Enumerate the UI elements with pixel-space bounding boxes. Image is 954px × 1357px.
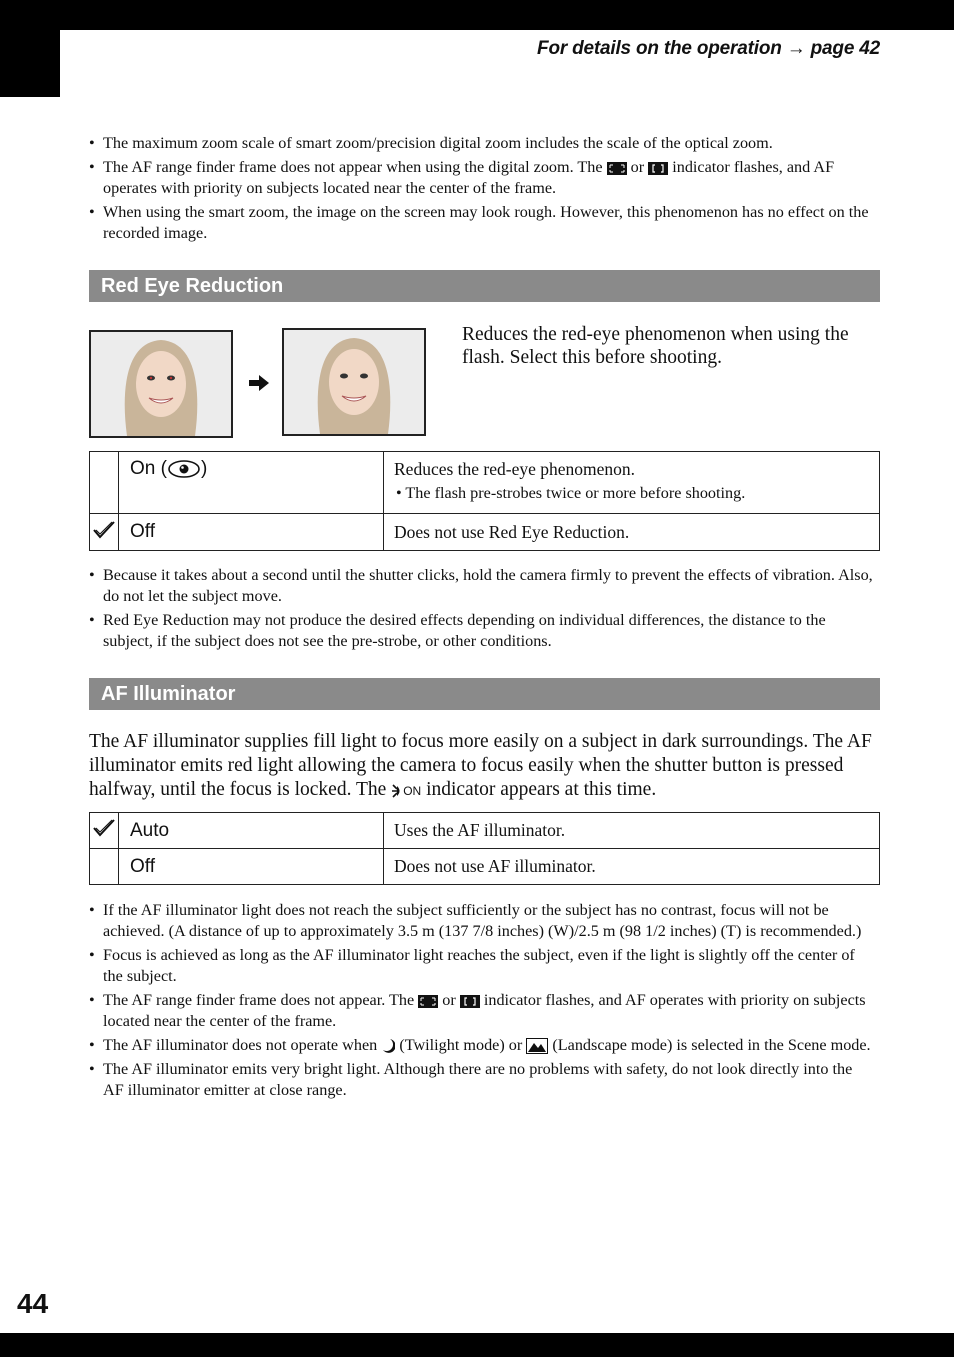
photo-red-eye-after [282, 328, 426, 436]
reference-prefix: For details on the operation [537, 38, 782, 59]
note-item: • The maximum zoom scale of smart zoom/precision digital zoom includes the scale of the optical zoom. [89, 133, 875, 154]
table-row [90, 452, 880, 514]
default-marker-cell [90, 452, 119, 514]
landscape-mode-icon [526, 1038, 548, 1054]
operation-reference [537, 38, 880, 60]
option-name: Auto [119, 813, 384, 849]
af-center-frame-icon [648, 162, 668, 175]
table-row [90, 849, 880, 885]
bottom-bar [0, 1333, 954, 1357]
option-description: Does not use Red Eye Reduction. [384, 514, 880, 551]
af-notes [89, 900, 875, 1104]
red-eye-icon [167, 460, 201, 478]
note-item: • Focus is achieved as long as the AF illuminator light reaches the subject, even if the light is slightly off the center of the subject. [89, 945, 875, 987]
af-intro-paragraph: The AF illuminator supplies fill light to focus more easily on a subject in dark surroundings. The AF illuminator emits red light allowing the camera to focus easily when the shutter button is pressed halfway, until the focus is locked. The ON indicator appears at this time. [89, 731, 872, 800]
option-description: Uses the AF illuminator. [384, 813, 880, 849]
reference-arrow: → [786, 38, 806, 59]
default-marker-cell [90, 514, 119, 551]
table-row [90, 514, 880, 551]
note-item: • Red Eye Reduction may not produce the desired effects depending on individual differences, the distance to the subject, if the subject does not see the pre-strobe, or other conditions. [89, 610, 875, 652]
af-multi-frame-icon [607, 162, 627, 175]
default-check-icon [93, 819, 115, 837]
photo-red-eye-before [89, 330, 233, 438]
af-multi-frame-icon [418, 995, 438, 1008]
option-description: Reduces the red-eye phenomenon. • The flash pre-strobes twice or more before shooting. [384, 452, 880, 514]
note-item: • The AF illuminator emits very bright light. Although there are no problems with safety, do not look directly into the AF illuminator emitter at close range. [89, 1059, 875, 1101]
note-item: • When using the smart zoom, the image on the screen may look rough. However, this phenomenon has no effect on the recorded image. [89, 202, 875, 244]
af-center-frame-icon [460, 995, 480, 1008]
option-subnote: • The flash pre-strobes twice or more before shooting. [396, 484, 746, 502]
note-item: • If the AF illuminator light does not reach the subject sufficiently or the subject has no contrast, focus will not be achieved. (A distance of up to approximately 3.5 m (137 7/8 inches) (W)/2.5 m (98 1/2 inches) (T) is recommended.) [89, 900, 875, 942]
corner-block [0, 0, 60, 97]
default-marker-cell [90, 813, 119, 849]
red-eye-description: Reduces the red-eye phenomenon when using the flash. Select this before shooting. [462, 324, 849, 368]
page-number: 44 [17, 1288, 49, 1319]
option-name: Off [119, 514, 384, 551]
note-item: • The AF range finder frame does not appear when using the digital zoom. The or indicator flashes, and AF operates with priority on subjects located near the center of the frame. [89, 157, 875, 199]
note-item: • The AF range finder frame does not appear. The or indicator flashes, and AF operates with priority on subjects located near the center of the frame. [89, 990, 875, 1032]
option-description: Does not use AF illuminator. [384, 849, 880, 885]
twilight-mode-icon [381, 1038, 395, 1054]
af-illuminator-icon [391, 783, 403, 799]
default-marker-cell [90, 849, 119, 885]
note-item: • The AF illuminator does not operate when (Twilight mode) or (Landscape mode) is selected in the Scene mode. [89, 1035, 875, 1056]
arrow-right-icon [249, 375, 269, 391]
section-heading-af-illuminator: AF Illuminator [89, 678, 880, 710]
default-check-icon [93, 521, 115, 539]
zoom-notes [89, 133, 875, 247]
af-options-table [89, 812, 880, 885]
note-item: • Because it takes about a second until the shutter clicks, hold the camera firmly to prevent the effects of vibration. Also, do not let the subject move. [89, 565, 875, 607]
section-heading-red-eye: Red Eye Reduction [89, 270, 880, 302]
option-name: Off [119, 849, 384, 885]
option-name: On ( ) [119, 452, 384, 514]
reference-page: page 42 [810, 38, 880, 59]
red-eye-options-table [89, 451, 880, 551]
red-eye-notes [89, 565, 875, 655]
table-row [90, 813, 880, 849]
top-bar [0, 0, 954, 30]
